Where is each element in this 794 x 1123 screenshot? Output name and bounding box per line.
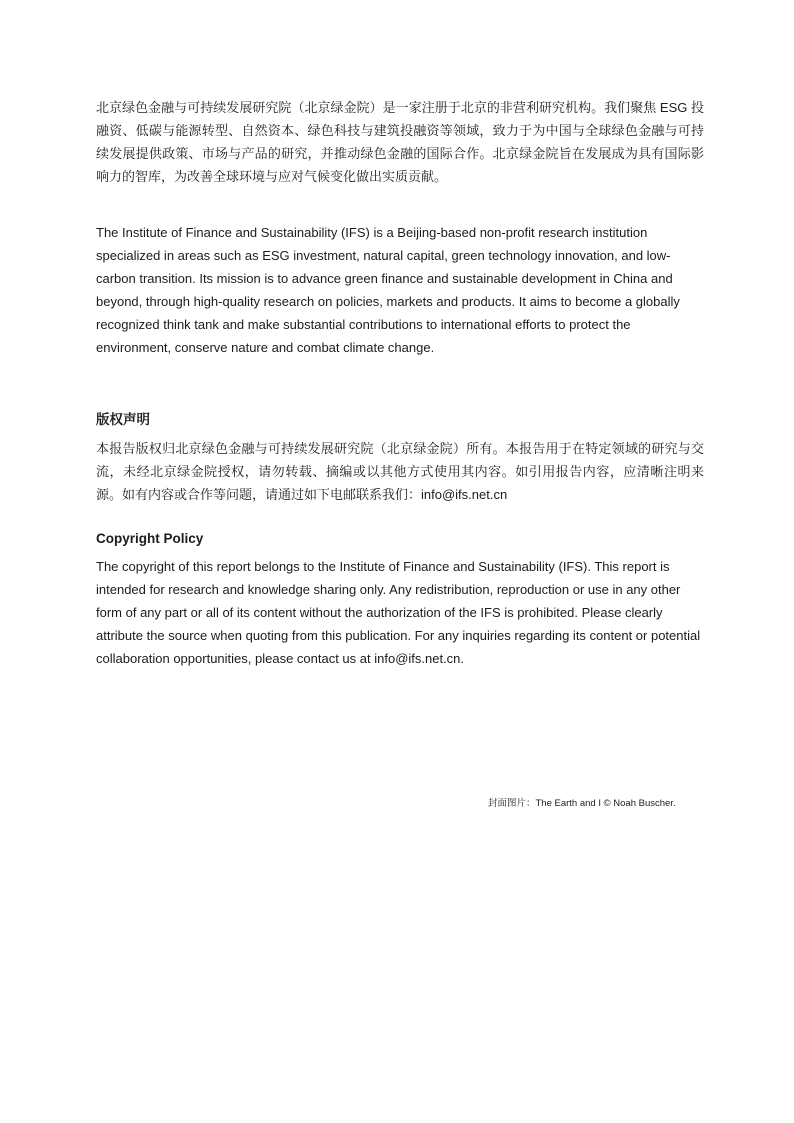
intro-paragraph-cn: 北京绿色金融与可持续发展研究院（北京绿金院）是一家注册于北京的非营利研究机构。我们聚焦 ESG 投融资、低碳与能源转型、自然资本、绿色科技与建筑投融资等领域，致力于为中国与全球绿色金融与可持续发展提供政策、市场与产品的研究，并推动绿色金融的国际合作。北京绿金院旨在发展成为具有国际影响力的智库，为改善全球环境与应对气候变化做出实质贡献。 [96,100,704,184]
intro-paragraph-en: The Institute of Finance and Sustainability (IFS) is a Beijing-based non-profit research institution specialized in areas such as ESG investment, natural capital, green technology innovation, and low-carbon transition. Its mission is to advance green finance and sustainable development in China and beyond, through high-quality research on policies, markets and products. It aims to become a globally recognized think tank and make substantial contributions to international efforts to protect the environment, conserve nature and combat climate change. [96,225,680,355]
copyright-body-cn: 本报告版权归北京绿色金融与可持续发展研究院（北京绿金院）所有。本报告用于在特定领域的研究与交流，未经北京绿金院授权，请勿转载、摘编或以其他方式使用其内容。如引用报告内容，应清晰注明来源。如有内容或合作等问题，请通过如下电邮联系我们：info@ifs.net.cn [96,441,704,502]
copyright-heading-cn: 版权声明 [96,412,150,427]
copyright-body-en: The copyright of this report belongs to the Institute of Finance and Sustainability (IFS). This report is intended for research and knowledge sharing only. Any redistribution, reproduction or use in any other form of any part or all of its content without the authorization of the IFS is prohibited. Please clearly attribute the source when quoting from this publication. For any inquiries regarding its content or potential collaboration opportunities, please contact us at info@ifs.net.cn. [96,559,701,666]
copyright-heading-en: Copyright Policy [96,531,204,546]
cover-image-credit: 封面图片：The Earth and I © Noah Buscher. [488,798,676,809]
